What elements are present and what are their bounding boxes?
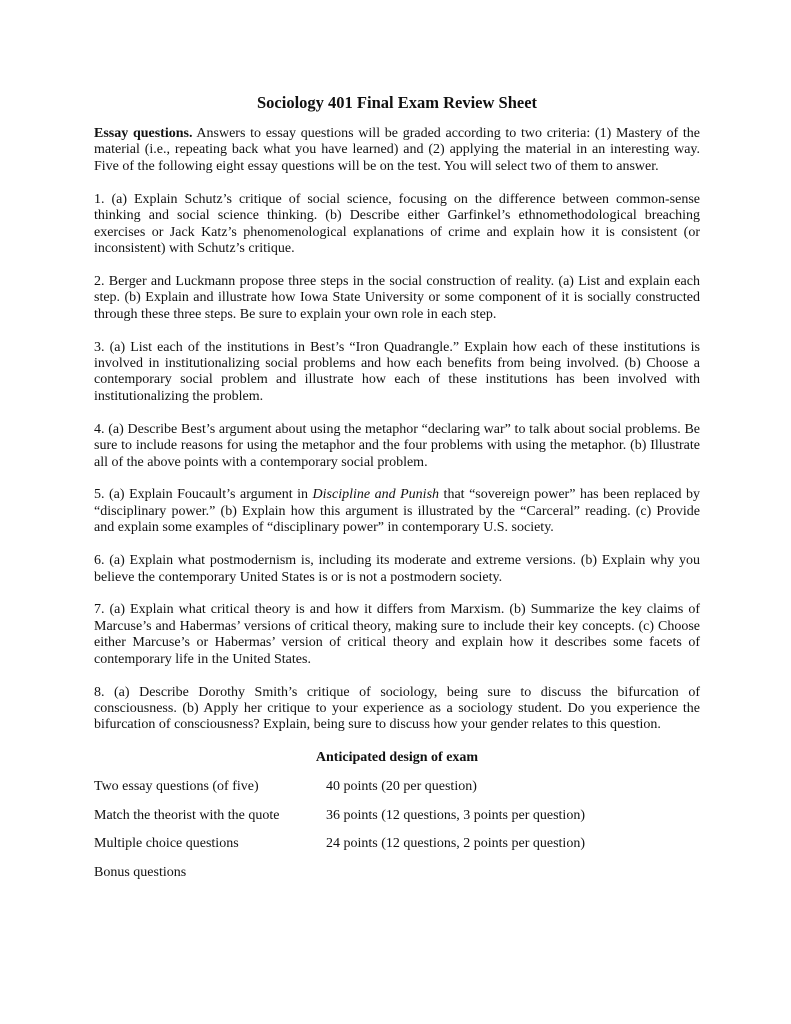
essay-question-6: 6. (a) Explain what postmodernism is, including its moderate and extreme versions. (b) Explain why you believe the contemporary United States is or is not a postmodern society. [94, 553, 700, 585]
essay-instructions-heading: Essay questions. [94, 126, 193, 141]
essay-question-7: 7. (a) Explain what critical theory is and how it differs from Marxism. (b) Summarize the key claims of Marcuse’s and Habermas’ versions of critical theory, making sure to include their key concepts. (c) Choose either Marcuse’s or Habermas’ version of critical theory and explain how it describes some facets of contemporary life in the United States. [94, 602, 700, 667]
exam-design-row [94, 779, 700, 795]
exam-section-label: Multiple choice questions [94, 836, 239, 852]
page-title: Sociology 401 Final Exam Review Sheet [256, 93, 538, 112]
exam-design-title: Anticipated design of exam [315, 750, 479, 766]
essay-question-2: 2. Berger and Luckmann propose three steps in the social construction of reality. (a) List and explain each step. (b) Explain and illustrate how Iowa State University or some component of it is socially constructed through these three steps. Be sure to explain your own role in each step. [94, 273, 700, 322]
exam-design-table [94, 779, 700, 881]
exam-section-label: Two essay questions (of five) [94, 779, 259, 795]
essay-question-8: 8. (a) Describe Dorothy Smith’s critique of sociology, being sure to discuss the bifurcation of consciousness. (b) Apply her critique to your experience as a sociology student. Do you experience the bifurcation of consciousness? Explain, being sure to discuss how your gender relates to this question. [94, 684, 700, 733]
exam-design-row [94, 808, 700, 824]
essay-question-3: 3. (a) List each of the institutions in Best’s “Iron Quadrangle.” Explain how each of these institutions is involved in institutionalizing social problems and how each benefits from being involved. (b) Choose a contemporary social problem and illustrate how each of these institutions has been involved with institutionalizing the problem. [94, 339, 700, 404]
essay-question-5-before: 5. (a) Explain Foucault’s argument in [94, 487, 313, 503]
exam-section-points [326, 865, 700, 881]
exam-design-row [94, 836, 700, 852]
essay-question-5-after: that “sovereign power” has been replaced by “disciplinary power.” (b) Explain how this argument is illustrated by the “Carceral” reading. (c) Provide and explain some examples of “disciplinary power” in contemporary U.S. society. [94, 487, 701, 536]
exam-section-label: Match the theorist with the quote [94, 807, 280, 823]
essay-question-1: 1. (a) Explain Schutz’s critique of social science, focusing on the difference between common-sense thinking and social science thinking. (b) Describe either Garfinkel’s ethnomethodological breaching exercises or Jack Katz’s phenomenological explanations of crime and explain how it is consistent (or inconsistent) with Schutz’s critique. [94, 191, 700, 256]
exam-section-points: 36 points (12 questions, 3 points per question) [326, 807, 585, 823]
exam-section-label: Bonus questions [94, 864, 187, 880]
essay-instructions [94, 126, 700, 175]
essay-instructions-text: Answers to essay questions will be graded according to two criteria: (1) Mastery of the material (i.e., repeating back what you have learned) and (2) applying the material in an interesting way. Five of the following eight essay questions will be on the test. You will select two of them to answer. [94, 126, 700, 174]
book-title: Discipline and Punish [312, 487, 440, 503]
review-sheet-page [94, 93, 700, 893]
exam-section-points: 40 points (20 per question) [326, 779, 477, 795]
essay-question-5 [94, 487, 700, 536]
exam-design-row [94, 865, 700, 881]
essay-question-4: 4. (a) Describe Best’s argument about using the metaphor “declaring war” to talk about social problems. Be sure to include reasons for using the metaphor and the four problems with using the metaphor. (b) Illustrate all of the above points with a contemporary social problem. [94, 421, 700, 470]
exam-section-points: 24 points (12 questions, 2 points per question) [326, 836, 585, 852]
